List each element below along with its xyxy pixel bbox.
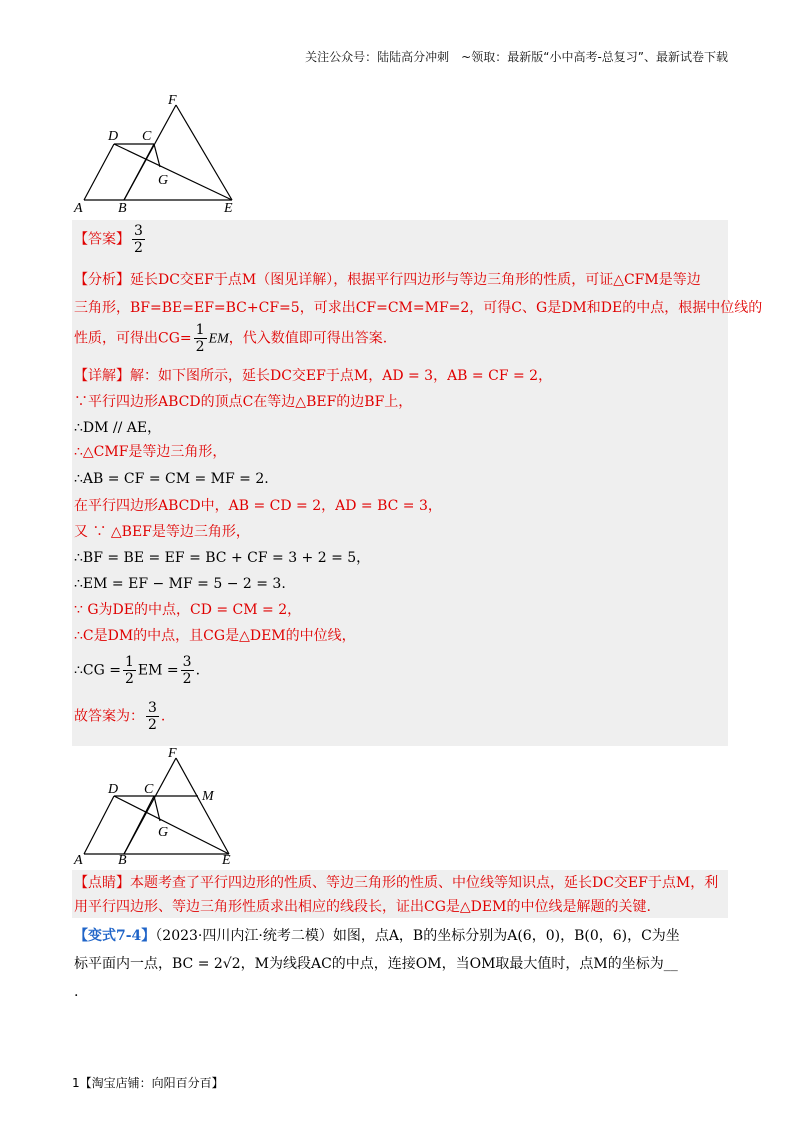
detail-line-7: 又 ∵ △BEF是等边三角形， — [74, 524, 250, 540]
label-D: D — [108, 129, 119, 144]
answer-numerator: 3 — [134, 223, 143, 239]
analysis-line-2: 三角形，BF=BE=EF=BC+CF=5，可求出CF=CM=MF=2，可得C、G是DM和DE的中点，根据中位线的 — [74, 300, 763, 316]
comment-line-1: 【点睛】本题考查了平行四边形的性质、等边三角形的性质、中位线等知识点，延长DC交EF于点M，利 — [74, 875, 719, 891]
page-footer: 1【淘宝店铺：向阳百分百】 — [72, 1076, 224, 1090]
answer-denominator: 2 — [134, 240, 143, 256]
label-B: B — [118, 201, 127, 216]
label-C: C — [144, 782, 154, 797]
detail-line-13: 故答案为： $\frac{3}{2}$ . — [74, 700, 166, 733]
detail-line-10: ∵ G为DE的中点，CD = CM = 2， — [74, 602, 302, 618]
problem-line-3: . — [74, 984, 79, 1000]
detail-line-12: ∴CG = $\frac{1}{2}$ EM = $\frac{3}{2}$ . — [74, 654, 201, 687]
comment-line-2: 用平行四边形、等边三角形性质求出相应的线段长，证出CG是△DEM的中位线是解题的关键. — [74, 899, 651, 915]
label-G: G — [158, 825, 169, 840]
label-B: B — [118, 853, 127, 868]
geometry-figure-1 — [72, 92, 242, 217]
detail-line-5: ∴AB = CF = CM = MF = 2. — [74, 471, 269, 487]
analysis-line-1: 【分析】延长DC交EF于点M（图见详解），根据平行四边形与等边三角形的性质，可证△CFM是等边 — [74, 272, 701, 288]
detail-line-1: 【详解】解：如下图所示，延长DC交EF于点M，AD = 3，AB = CF = 2， — [74, 368, 553, 384]
detail-line-2: ∵平行四边形ABCD的顶点C在等边△BEF的边BF上， — [74, 394, 413, 410]
problem-line-2: 标平面内一点，BC = 2√2，M为线段AC的中点，连接OM，当OM取最大值时，点M的坐标为__ — [74, 956, 678, 972]
label-F: F — [168, 746, 177, 761]
label-F: F — [168, 93, 177, 108]
label-A: A — [74, 853, 83, 868]
label-E: E — [224, 201, 233, 216]
problem-line-1: 【变式7-4】（2023·四川内江·统考二模）如图，点A，B的坐标分别为A(6，0)，B(0，6)，C为坐 — [74, 928, 680, 944]
detail-line-3: ∴DM // AE， — [74, 420, 162, 436]
label-E: E — [222, 853, 231, 868]
detail-line-9: ∴EM = EF − MF = 5 − 2 = 3. — [74, 576, 286, 592]
label-C: C — [142, 129, 152, 144]
label-D: D — [108, 782, 119, 797]
answer-line: 【答案】 $\frac{3}{2}$ — [74, 223, 143, 256]
label-A: A — [74, 201, 83, 216]
analysis-line-3: 性质，可得出CG= $\frac{1}{2}$ EM，代入数值即可得出答案. — [74, 322, 388, 355]
label-M: M — [202, 789, 214, 804]
detail-line-4: ∴△CMF是等边三角形， — [74, 444, 227, 460]
detail-line-6: 在平行四边形ABCD中，AB = CD = 2，AD = BC = 3， — [74, 498, 442, 514]
detail-line-8: ∴BF = BE = EF = BC + CF = 3 + 2 = 5， — [74, 550, 371, 566]
geometry-figure-2 — [72, 746, 237, 870]
label-G: G — [158, 173, 169, 188]
page-header: 关注公众号：陆陆高分冲刺 ~领取：最新版“小中高考-总复习”、最新试卷下载 — [305, 50, 728, 64]
detail-line-11: ∴C是DM的中点，且CG是△DEM的中位线， — [74, 628, 356, 644]
